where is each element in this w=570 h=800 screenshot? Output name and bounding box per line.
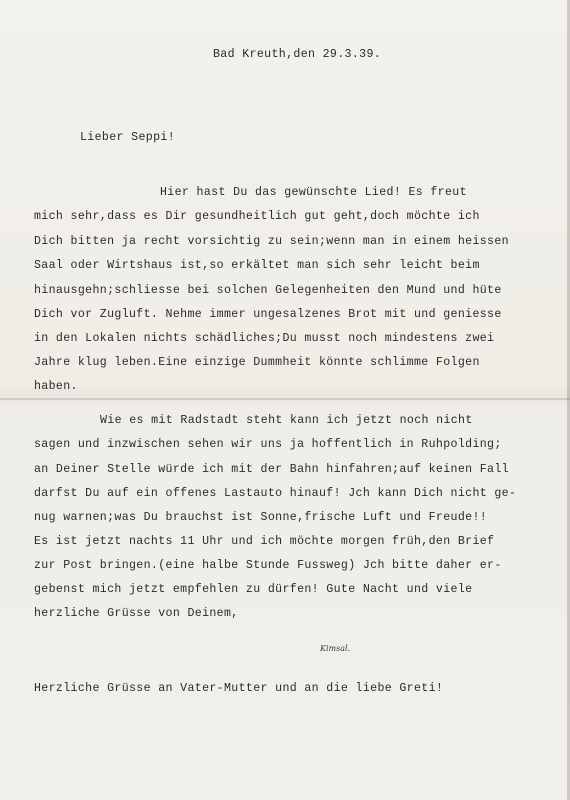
paragraph1-line: in den Lokalen nichts schädliches;Du musst noch mindestens zwei [34, 332, 495, 345]
paragraph1-line: Hier hast Du das gewünschte Lied! Es freut [160, 186, 467, 199]
paragraph1-line: mich sehr,dass es Dir gesundheitlich gut geht,doch möchte ich [34, 210, 480, 223]
paragraph2-line: nug warnen;was Du brauchst ist Sonne,frische Luft und Freude!! [34, 511, 488, 524]
paragraph2-line: Wie es mit Radstadt steht kann ich jetzt noch nicht [100, 414, 473, 427]
paragraph2-line: sagen und inzwischen sehen wir uns ja hoffentlich in Ruhpolding; [34, 438, 502, 451]
paragraph1-line: haben. [34, 380, 78, 393]
paragraph1-line: hinausgehn;schliesse bei solchen Gelegenheiten den Mund und hüte [34, 284, 502, 297]
paragraph2-line: an Deiner Stelle würde ich mit der Bahn hinfahren;auf keinen Fall [34, 463, 509, 476]
paragraph2-line: gebenst mich jetzt empfehlen zu dürfen! Gute Nacht und viele [34, 583, 473, 596]
paragraph1-line: Dich bitten ja recht vorsichtig zu sein;wenn man in einem heissen [34, 235, 509, 248]
postscript: Herzliche Grüsse an Vater-Mutter und an die liebe Greti! [34, 682, 444, 695]
paragraph2-line: herzliche Grüsse von Deinem, [34, 607, 239, 620]
paragraph2-line: zur Post bringen.(eine halbe Stunde Fussweg) Jch bitte daher er- [34, 559, 502, 572]
paragraph2-line: Es ist jetzt nachts 11 Uhr und ich möchte morgen früh,den Brief [34, 535, 495, 548]
paper-fold-line [0, 398, 570, 400]
salutation: Lieber Seppi! [80, 131, 175, 144]
date-line: Bad Kreuth,den 29.3.39. [213, 48, 382, 61]
paragraph2-line: darfst Du auf ein offenes Lastauto hinauf! Jch kann Dich nicht ge- [34, 487, 517, 500]
handwritten-signature: Kimsal. [320, 644, 351, 653]
paragraph1-line: Dich vor Zugluft. Nehme immer ungesalzenes Brot mit und geniesse [34, 308, 502, 321]
paragraph1-line: Saal oder Wirtshaus ist,so erkältet man sich sehr leicht beim [34, 259, 480, 272]
paragraph1-line: Jahre klug leben.Eine einzige Dummheit könnte schlimme Folgen [34, 356, 480, 369]
